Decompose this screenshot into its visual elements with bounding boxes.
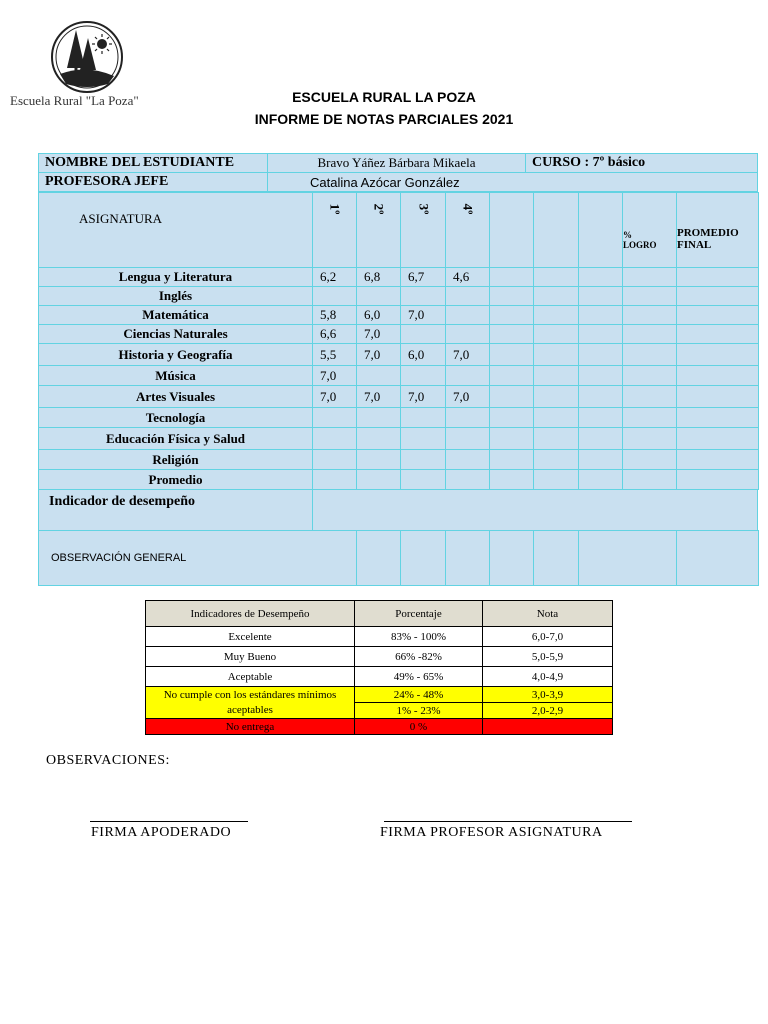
logo-caption: Escuela Rural "La Poza" <box>10 93 139 108</box>
general-observation-label: OBSERVACIÓN GENERAL <box>38 530 357 586</box>
empty-cell <box>578 267 623 287</box>
subject-name: Ciencias Naturales <box>38 324 313 344</box>
empty-cell <box>622 267 677 287</box>
grade-cell: 5,8 <box>312 305 357 325</box>
grade-cell <box>445 449 490 470</box>
grade-cell <box>445 286 490 306</box>
empty-cell <box>578 469 623 490</box>
legend-header-grade: Nota <box>482 600 613 627</box>
guardian-signature-label: FIRMA APODERADO <box>91 825 232 840</box>
teacher-value: Catalina Azócar González <box>267 172 758 192</box>
legend-grade <box>482 718 613 735</box>
empty-cell <box>533 286 579 306</box>
grade-cell <box>400 449 446 470</box>
student-name-value: Bravo Yáñez Bárbara Mikaela <box>267 153 526 173</box>
empty-cell <box>676 427 759 450</box>
legend-grade: 4,0-4,9 <box>482 666 613 687</box>
guardian-signature-line <box>90 821 248 822</box>
legend-percent: 66% -82% <box>354 646 483 667</box>
empty-cell <box>533 365 579 386</box>
empty-cell <box>489 385 534 408</box>
empty-cell <box>533 427 579 450</box>
grade-cell <box>312 427 357 450</box>
empty-cell <box>578 365 623 386</box>
teacher-signature-line <box>384 821 632 822</box>
subject-name: Música <box>38 365 313 386</box>
grade-cell: 6,6 <box>312 324 357 344</box>
grade-cell: 6,2 <box>312 267 357 287</box>
subject-name: Matemática <box>38 305 313 325</box>
empty-cell <box>622 324 677 344</box>
legend-header-indicator: Indicadores de Desempeño <box>145 600 355 627</box>
period-header-cell <box>356 192 401 268</box>
period-header-label: 1º <box>327 203 343 215</box>
grade-cell: 6,8 <box>356 267 401 287</box>
empty-cell <box>489 324 534 344</box>
empty-cell <box>676 343 759 366</box>
empty-cell <box>676 324 759 344</box>
empty-cell <box>578 343 623 366</box>
subject-name: Artes Visuales <box>38 385 313 408</box>
grade-cell: 6,0 <box>400 343 446 366</box>
grade-cell <box>400 365 446 386</box>
subject-name: Religión <box>38 449 313 470</box>
empty-cell <box>622 469 677 490</box>
legend-indicator: Aceptable <box>145 666 355 687</box>
grade-cell <box>445 305 490 325</box>
empty-cell <box>578 305 623 325</box>
legend-grade: 2,0-2,9 <box>482 702 613 719</box>
achievement-header-line: LOGRO <box>623 240 657 250</box>
grade-cell <box>400 427 446 450</box>
empty-cell <box>533 469 579 490</box>
subject-name: Lengua y Literatura <box>38 267 313 287</box>
grade-cell <box>356 286 401 306</box>
grade-cell <box>400 407 446 428</box>
period-header-cell <box>312 192 357 268</box>
empty-cell <box>622 305 677 325</box>
subject-column-header: ASIGNATURA <box>38 192 313 268</box>
legend-percent: 0 % <box>354 718 483 735</box>
observation-cell <box>676 530 759 586</box>
grade-cell <box>312 469 357 490</box>
legend-grade: 6,0-7,0 <box>482 626 613 647</box>
period-header-cell <box>489 192 534 268</box>
subject-name: Inglés <box>38 286 313 306</box>
final-average-header-line: PROMEDIO <box>677 227 739 239</box>
empty-cell <box>676 305 759 325</box>
empty-cell <box>489 267 534 287</box>
grade-cell <box>356 449 401 470</box>
teacher-signature-label: FIRMA PROFESOR ASIGNATURA <box>380 825 603 840</box>
school-name: ESCUELA RURAL LA POZA <box>292 89 476 105</box>
observation-cell <box>356 530 401 586</box>
legend-grade: 5,0-5,9 <box>482 646 613 667</box>
grade-cell <box>445 469 490 490</box>
empty-cell <box>533 305 579 325</box>
grade-cell <box>445 407 490 428</box>
legend-percent: 24% - 48% <box>354 686 483 703</box>
performance-indicator-value <box>312 489 758 531</box>
observation-cell <box>445 530 490 586</box>
grade-cell: 7,0 <box>356 385 401 408</box>
empty-cell <box>578 324 623 344</box>
empty-cell <box>676 286 759 306</box>
empty-cell <box>489 365 534 386</box>
observation-cell <box>578 530 677 586</box>
subject-name: Promedio <box>38 469 313 490</box>
grade-cell: 6,0 <box>356 305 401 325</box>
empty-cell <box>622 385 677 408</box>
empty-cell <box>578 449 623 470</box>
empty-cell <box>578 286 623 306</box>
empty-cell <box>622 365 677 386</box>
grade-cell: 7,0 <box>312 365 357 386</box>
grade-cell: 7,0 <box>356 343 401 366</box>
grade-cell: 4,6 <box>445 267 490 287</box>
grade-cell <box>400 469 446 490</box>
grade-cell <box>356 427 401 450</box>
empty-cell <box>622 286 677 306</box>
empty-cell <box>622 343 677 366</box>
period-header-label: 2º <box>371 203 387 215</box>
empty-cell <box>533 407 579 428</box>
empty-cell <box>676 449 759 470</box>
period-header-cell <box>676 192 759 268</box>
empty-cell <box>676 407 759 428</box>
empty-cell <box>489 407 534 428</box>
student-name-label: NOMBRE DEL ESTUDIANTE <box>38 153 268 173</box>
period-header-label: 3º <box>415 203 431 215</box>
period-header-cell <box>533 192 579 268</box>
period-header-label: 4º <box>460 203 476 215</box>
empty-cell <box>578 427 623 450</box>
empty-cell <box>676 385 759 408</box>
empty-cell <box>676 469 759 490</box>
grade-cell <box>356 365 401 386</box>
legend-percent: 1% - 23% <box>354 702 483 719</box>
period-header-cell <box>622 192 677 268</box>
empty-cell <box>489 449 534 470</box>
empty-cell <box>533 343 579 366</box>
grade-cell: 7,0 <box>356 324 401 344</box>
period-header-cell <box>400 192 446 268</box>
grade-cell: 6,7 <box>400 267 446 287</box>
observation-cell <box>400 530 446 586</box>
performance-indicator-label: Indicador de desempeño <box>38 489 313 531</box>
grade-cell <box>400 324 446 344</box>
empty-cell <box>676 365 759 386</box>
grade-cell: 7,0 <box>400 305 446 325</box>
empty-cell <box>489 305 534 325</box>
grade-cell <box>356 469 401 490</box>
subject-name: Tecnología <box>38 407 313 428</box>
grade-cell <box>312 449 357 470</box>
empty-cell <box>578 385 623 408</box>
subject-name: Educación Física y Salud <box>38 427 313 450</box>
final-average-header-line: FINAL <box>677 239 712 251</box>
legend-percent: 49% - 65% <box>354 666 483 687</box>
grade-cell <box>312 286 357 306</box>
period-header-cell <box>445 192 490 268</box>
empty-cell <box>533 385 579 408</box>
empty-cell <box>489 427 534 450</box>
grade-cell <box>312 407 357 428</box>
school-logo <box>50 20 124 94</box>
legend-percent: 83% - 100% <box>354 626 483 647</box>
grade-cell: 7,0 <box>400 385 446 408</box>
legend-header-percent: Porcentaje <box>354 600 483 627</box>
legend-grade: 3,0-3,9 <box>482 686 613 703</box>
empty-cell <box>622 427 677 450</box>
grade-cell <box>400 286 446 306</box>
grade-cell: 5,5 <box>312 343 357 366</box>
grade-cell: 7,0 <box>445 343 490 366</box>
empty-cell <box>622 449 677 470</box>
teacher-label: PROFESORA JEFE <box>38 172 268 192</box>
empty-cell <box>533 324 579 344</box>
grade-cell: 7,0 <box>312 385 357 408</box>
grade-cell <box>445 365 490 386</box>
empty-cell <box>533 449 579 470</box>
grade-cell <box>445 427 490 450</box>
legend-indicator-not-meeting: No cumple con los estándares mínimos aceptables <box>145 686 355 719</box>
period-header-cell <box>578 192 623 268</box>
grade-cell <box>445 324 490 344</box>
course-label: CURSO : 7º básico <box>525 153 758 173</box>
achievement-header-line: % <box>623 230 632 240</box>
observations-label: OBSERVACIONES: <box>46 753 170 768</box>
empty-cell <box>676 267 759 287</box>
empty-cell <box>533 267 579 287</box>
grade-cell: 7,0 <box>445 385 490 408</box>
empty-cell <box>489 343 534 366</box>
legend-indicator-no-delivery: No entrega <box>145 718 355 735</box>
observation-cell <box>533 530 579 586</box>
legend-indicator: Muy Bueno <box>145 646 355 667</box>
observation-cell <box>489 530 534 586</box>
legend-indicator: Excelente <box>145 626 355 647</box>
empty-cell <box>622 407 677 428</box>
empty-cell <box>578 407 623 428</box>
subject-name: Historia y Geografía <box>38 343 313 366</box>
empty-cell <box>489 469 534 490</box>
report-title: INFORME DE NOTAS PARCIALES 2021 <box>254 111 514 127</box>
grade-cell <box>356 407 401 428</box>
empty-cell <box>489 286 534 306</box>
